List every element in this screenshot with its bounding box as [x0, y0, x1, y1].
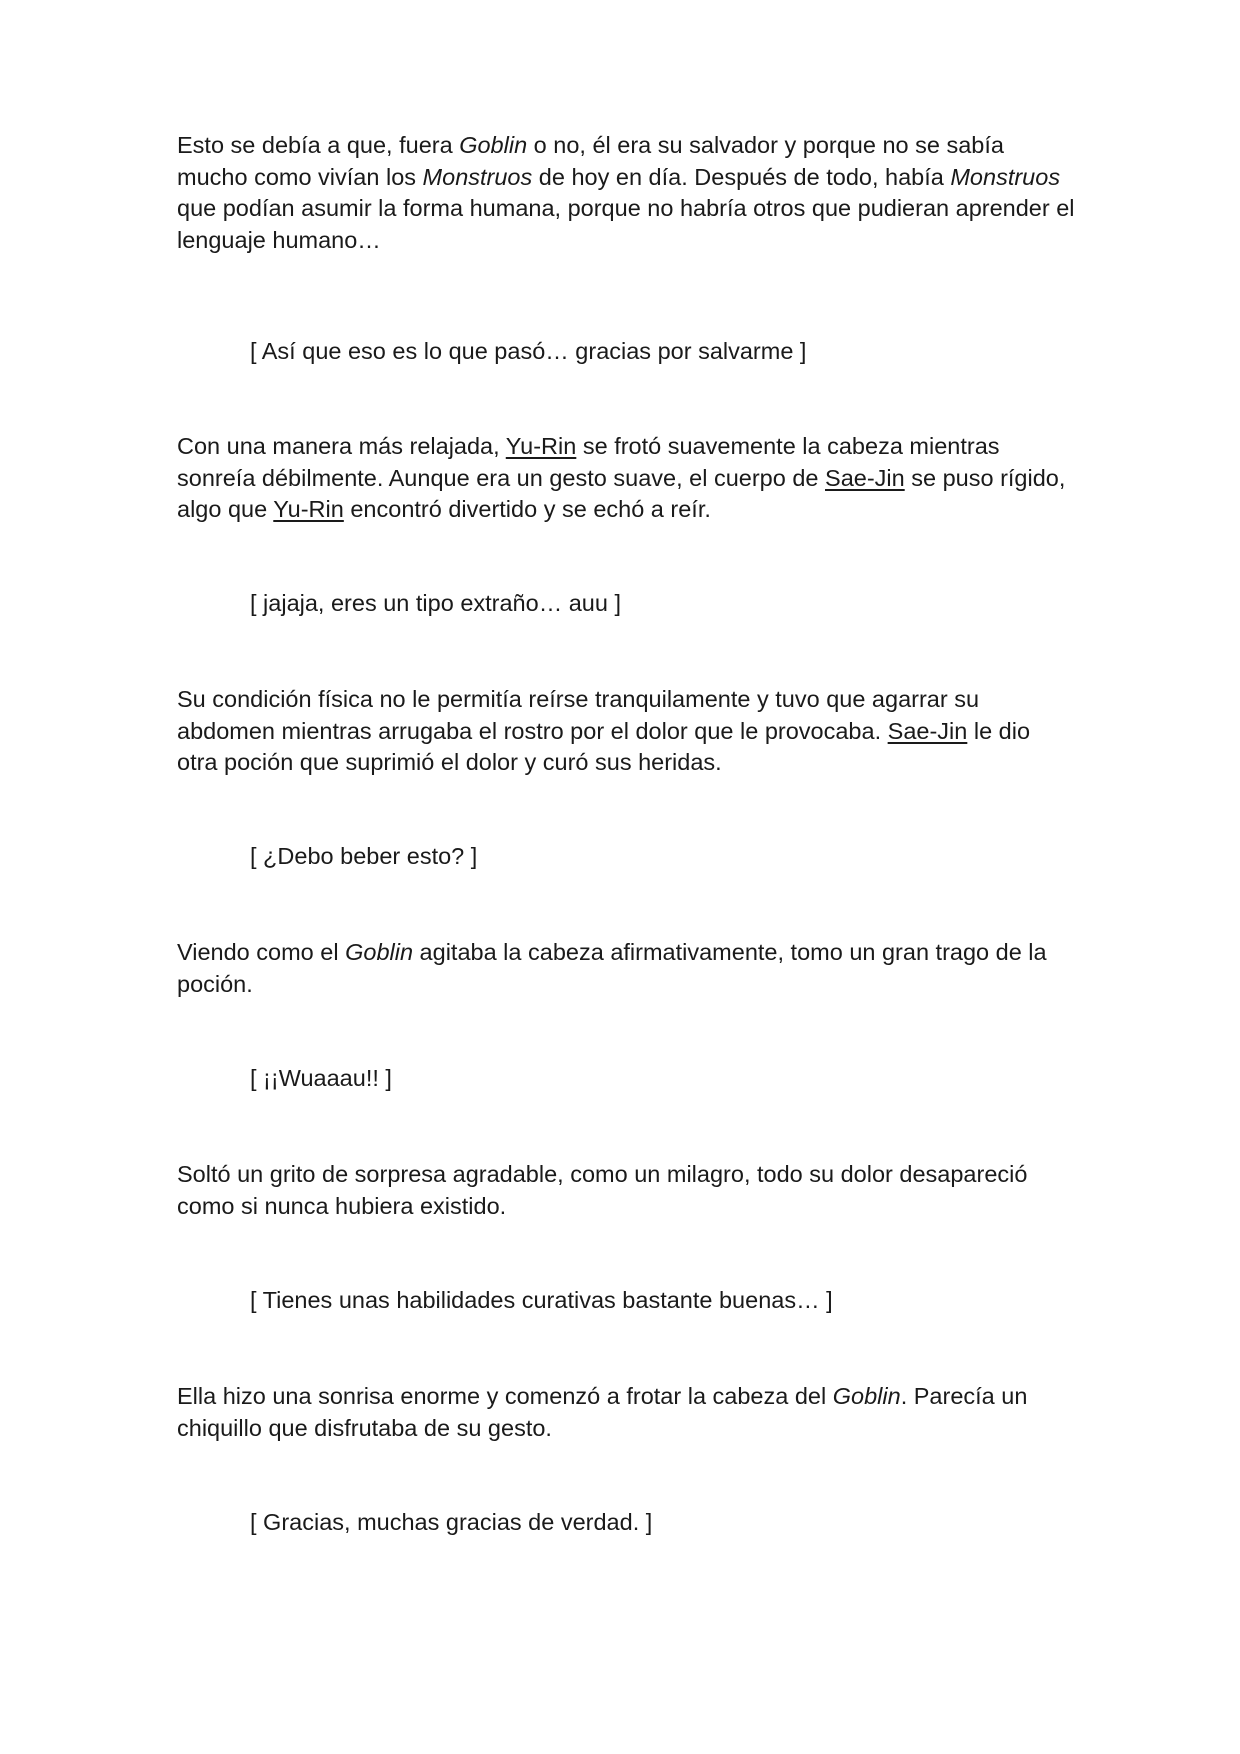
dialogue-4: [ ¡¡Wuaaau!! ] — [250, 1065, 392, 1091]
paragraph-5 — [177, 1159, 1077, 1222]
paragraph-4 — [177, 937, 1077, 1000]
dialogue-5: [ Tienes unas habilidades curativas bastante buenas… ] — [250, 1287, 833, 1313]
dialogue-3: [ ¿Debo beber esto? ] — [250, 843, 478, 869]
text: Con una manera más relajada, — [177, 433, 506, 459]
term-monstruos: Monstruos — [422, 163, 533, 190]
name-yu-rin: Yu-Rin — [505, 433, 577, 459]
paragraph-3 — [177, 684, 1077, 779]
text: o no, él era su salvador y porque no se sabía mucho como vivían los — [177, 132, 1004, 190]
dialogue-2: [ jajaja, eres un tipo extraño… auu ] — [250, 590, 621, 616]
name-sae-jin: Sae-Jin — [825, 464, 905, 491]
term-goblin: Goblin — [459, 132, 528, 158]
text: Soltó un grito de sorpresa agradable, como un milagro, todo su dolor desapareció como si nunca hubiera existido. — [177, 1161, 1028, 1219]
name-sae-jin: Sae-Jin — [887, 717, 968, 744]
text: se frotó suavemente la cabeza mientras sonreía débilmente. Aunque era un gesto suave, el cuerpo de — [177, 433, 1000, 491]
paragraph-6 — [177, 1381, 1077, 1444]
paragraph-2 — [177, 431, 1077, 526]
dialogue-1: [ Así que eso es lo que pasó… gracias por salvarme ] — [250, 338, 807, 364]
text: . Parecía un chiquillo que disfrutaba de su gesto. — [177, 1383, 1028, 1441]
text: Viendo como el — [177, 939, 346, 965]
text: Ella hizo una sonrisa enorme y comenzó a frotar la cabeza del — [177, 1383, 833, 1409]
text: que podían asumir la forma humana, porque no habría otros que pudieran aprender el lenguaje humano… — [177, 195, 1075, 253]
text: Su condición física no le permitía reírse tranquilamente y tuvo que agarrar su abdomen mientras arrugaba el rostro por el dolor que le provocaba. — [177, 686, 980, 744]
text: agitaba la cabeza afirmativamente, tomo un gran trago de la poción. — [177, 939, 1047, 997]
term-monstruos: Monstruos — [950, 163, 1061, 190]
text: de hoy en día. Después de todo, había — [532, 163, 951, 190]
term-goblin: Goblin — [832, 1383, 901, 1409]
dialogue-6: [ Gracias, muchas gracias de verdad. ] — [250, 1509, 653, 1535]
text: Esto se debía a que, fuera — [177, 132, 460, 158]
text: le dio otra poción que suprimió el dolor y curó sus heridas. — [177, 717, 1031, 775]
text: encontró divertido y se echó a reír. — [343, 496, 711, 522]
paragraph-1 — [177, 130, 1077, 256]
text: se puso rígido, algo que — [177, 464, 1066, 522]
name-yu-rin: Yu-Rin — [273, 496, 344, 522]
term-goblin: Goblin — [345, 939, 414, 965]
